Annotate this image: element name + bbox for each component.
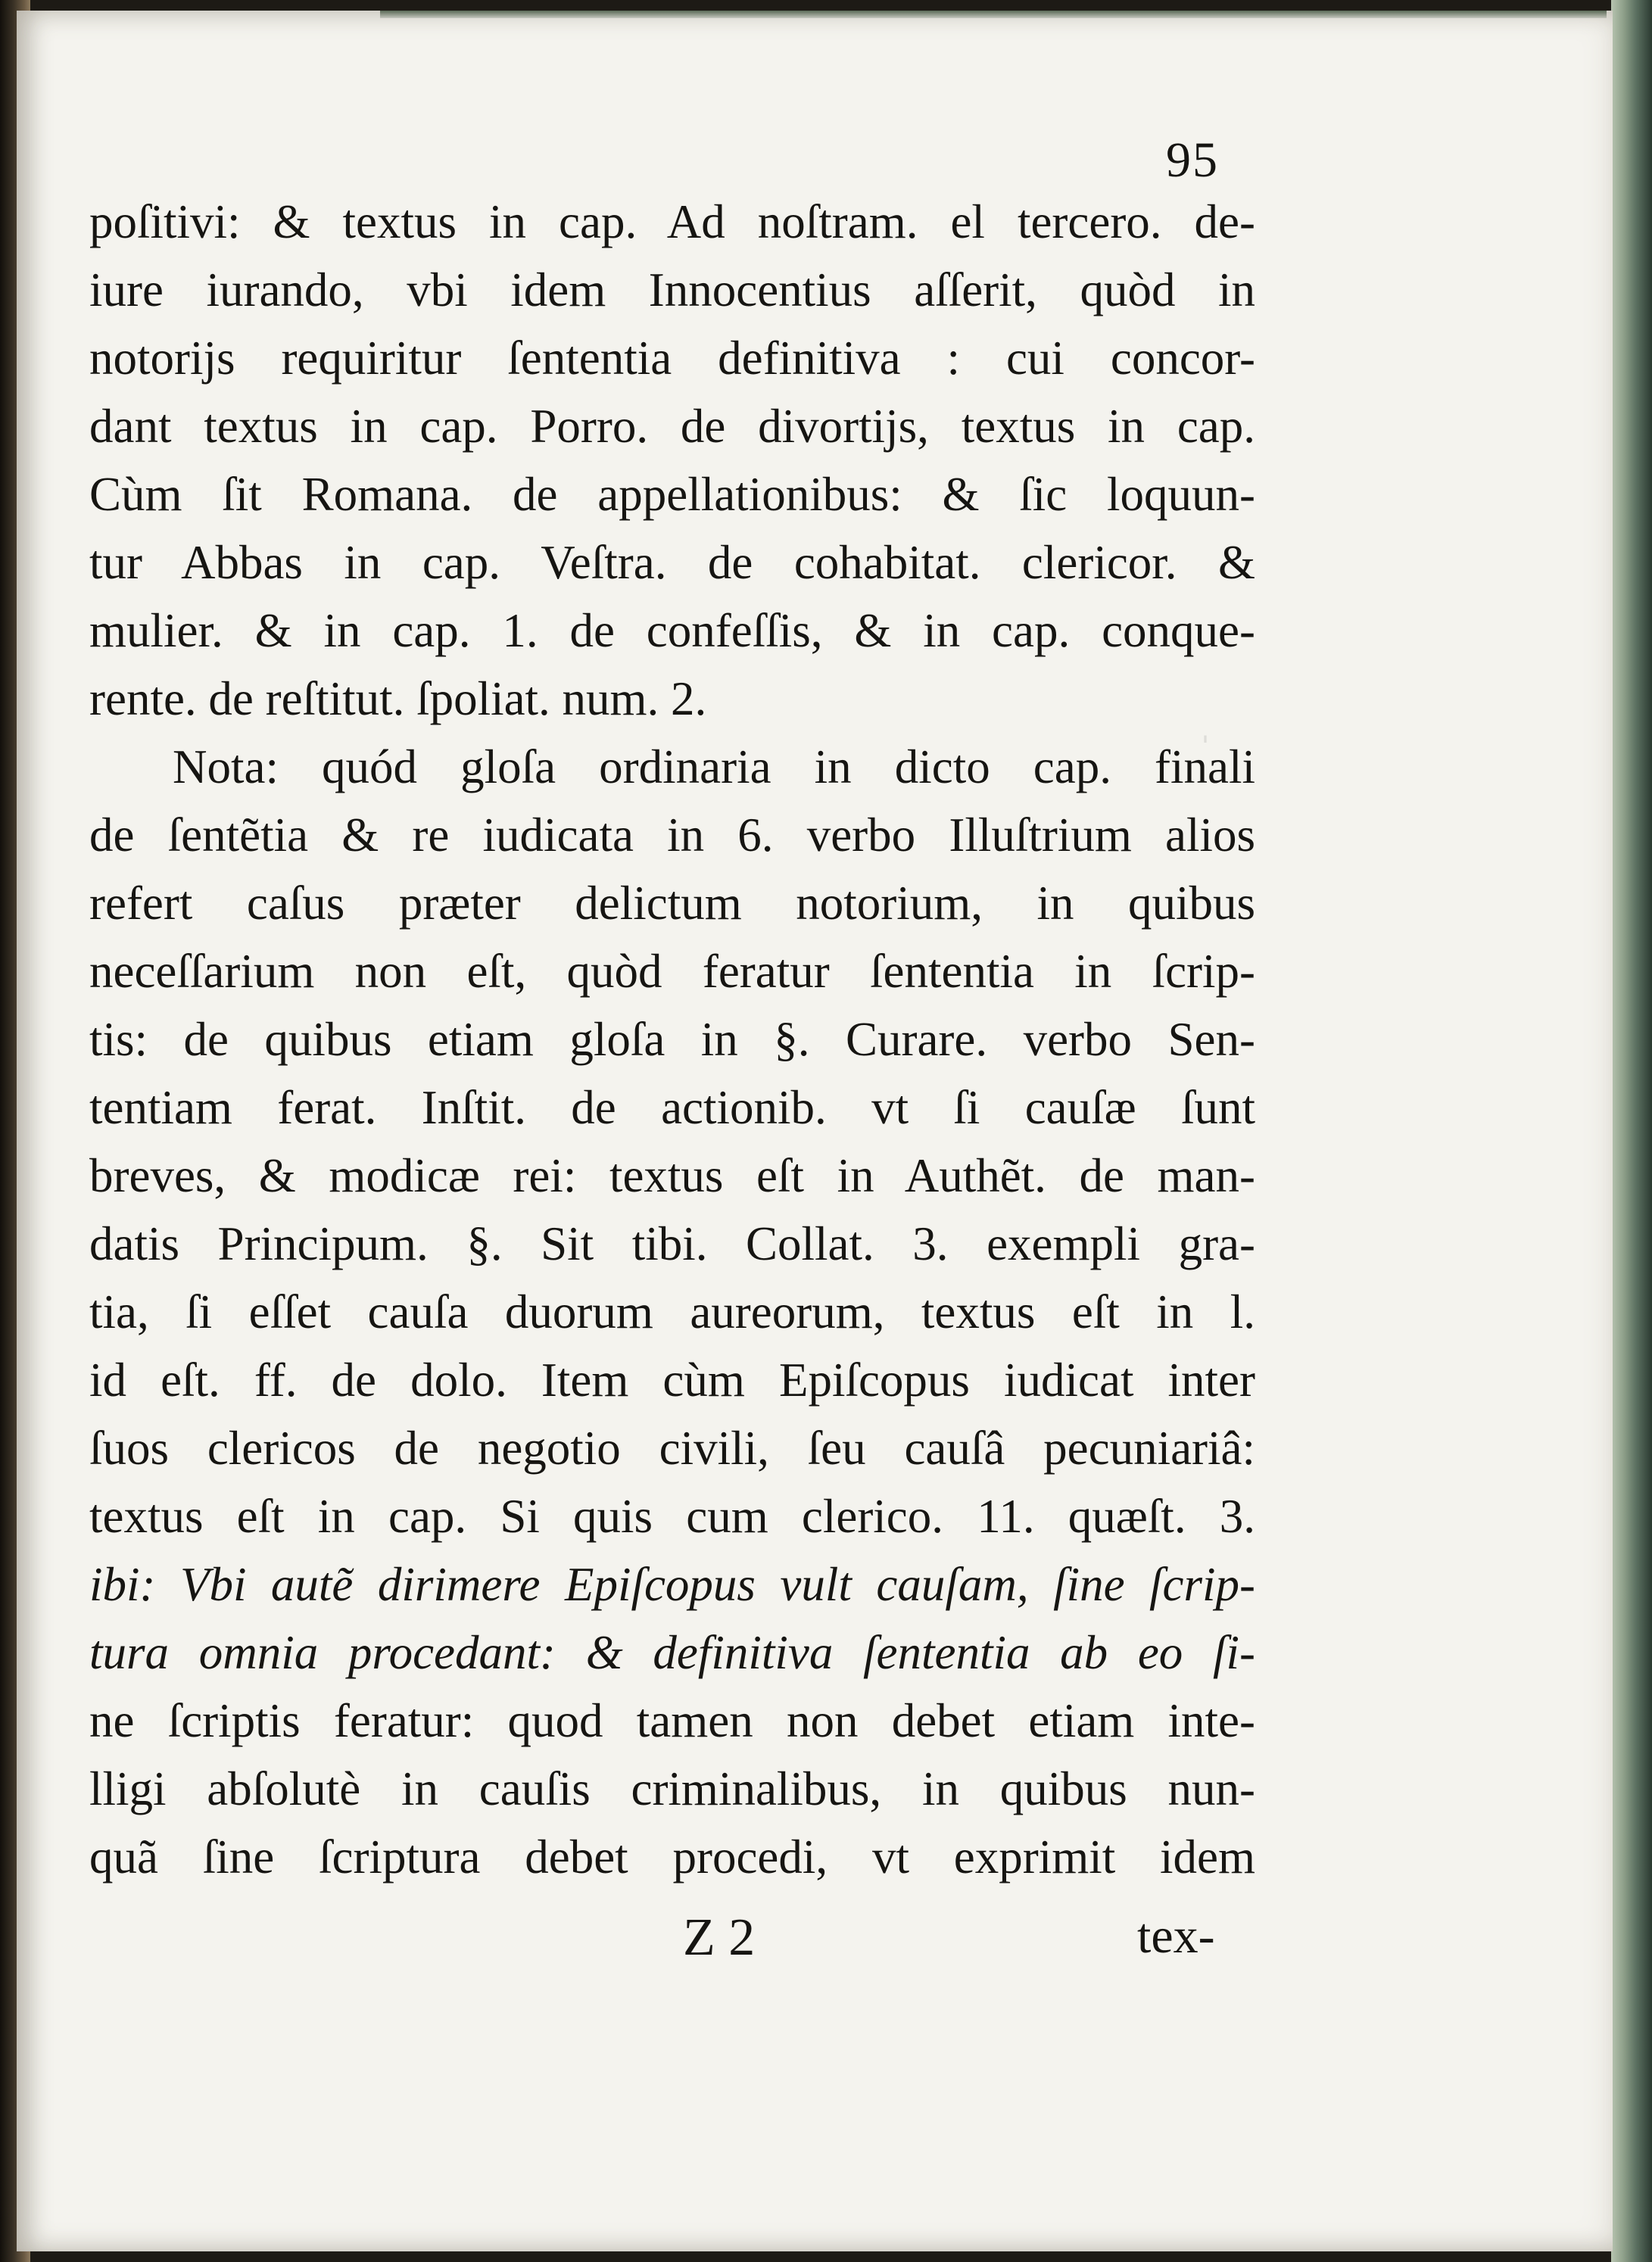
text-line-20: textus eſt in cap. Si quis cum clerico. 11. quæſt. 3. xyxy=(89,1490,1255,1543)
bleed-through-text: ˌ xyxy=(1198,693,1213,743)
text-line-24: lligi abſolutè in cauſis criminalibus, in quibus nun- xyxy=(89,1762,1255,1815)
text-line-9: Nota: quód gloſa ordinaria in dicto cap. finali xyxy=(173,740,1255,793)
text-line-12: neceſſarium non eſt, quòd feratur ſententia in ſcrip- xyxy=(89,945,1255,998)
book-page xyxy=(17,11,1613,2251)
page-number: 95 xyxy=(1166,132,1219,188)
body-text xyxy=(89,188,1255,1891)
text-line-7: mulier. & in cap. 1. de confeſſis, & in cap. conque- xyxy=(89,604,1255,657)
text-line-11: refert caſus præter delictum notorium, in quibus xyxy=(89,877,1255,930)
text-line-4: dant textus in cap. Porro. de divortijs, textus in cap. xyxy=(89,400,1255,453)
page-top-edge xyxy=(380,11,1607,18)
signature-mark: Z 2 xyxy=(683,1908,756,1967)
text-line-23: ne ſcriptis feratur: quod tamen non debet etiam inte- xyxy=(89,1694,1255,1747)
text-line-3: notorijs requiritur ſententia definitiva : cui concor- xyxy=(89,332,1255,385)
page-edge xyxy=(1611,0,1652,2262)
text-line-22: tura omnia procedant: & definitiva ſententia ab eo ſi- xyxy=(89,1626,1255,1679)
text-line-18: id eſt. ff. de dolo. Item cùm Epiſcopus iudicat inter xyxy=(89,1354,1255,1407)
text-line-17: tia, ſi eſſet cauſa duorum aureorum, textus eſt in l. xyxy=(89,1285,1255,1338)
text-line-14: tentiam ferat. Inſtit. de actionib. vt ſi cauſæ ſunt xyxy=(89,1081,1255,1134)
text-line-15: breves, & modicæ rei: textus eſt in Authẽt. de man- xyxy=(89,1149,1255,1202)
text-line-2: iure iurando, vbi idem Innocentius aſſerit, quòd in xyxy=(89,263,1255,316)
text-line-5: Cùm ſit Romana. de appellationibus: & ſic loquun- xyxy=(89,468,1255,521)
text-line-1: poſitivi: & textus in cap. Ad noſtram. el tercero. de- xyxy=(89,195,1255,248)
text-line-10: de ſentẽtia & re iudicata in 6. verbo Illuſtrium alios xyxy=(89,809,1255,861)
text-line-13: tis: de quibus etiam gloſa in §. Curare. verbo Sen- xyxy=(89,1013,1255,1066)
text-line-25: quã ſine ſcriptura debet procedi, vt exprimit idem xyxy=(89,1830,1255,1883)
text-line-16: datis Principum. §. Sit tibi. Collat. 3. exempli gra- xyxy=(89,1217,1255,1270)
text-line-8: rente. de reſtitut. ſpoliat. num. 2. xyxy=(89,672,707,725)
page-footer xyxy=(17,1908,1613,1983)
text-line-19: ſuos clericos de negotio civili, ſeu cauſâ pecuniariâ: xyxy=(89,1422,1255,1475)
text-line-21: ibi: Vbi autẽ dirimere Epiſcopus vult cauſam, ſine ſcrip- xyxy=(89,1558,1255,1611)
catchword: tex- xyxy=(1137,1908,1215,1964)
text-line-6: tur Abbas in cap. Veſtra. de cohabitat. clericor. & xyxy=(89,536,1255,589)
